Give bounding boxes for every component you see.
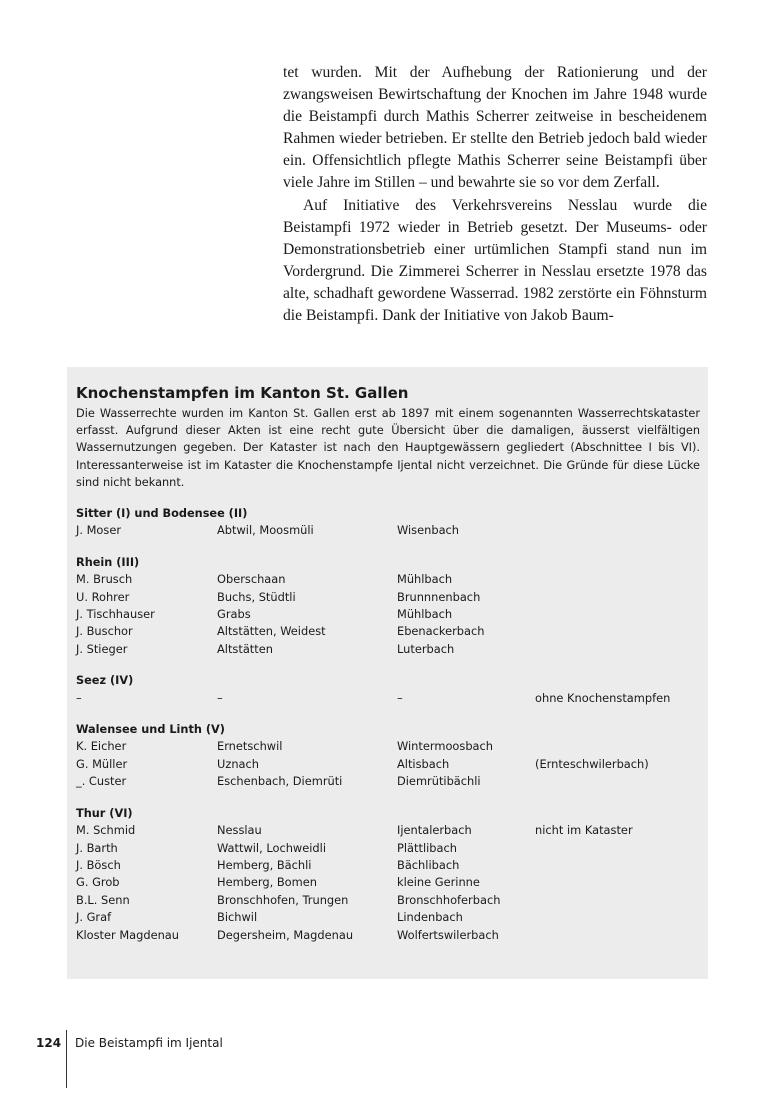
- note-cell: [535, 840, 700, 857]
- owner-cell: M. Brusch: [76, 572, 133, 587]
- location-cell: Eschenbach, Diemrüti: [217, 774, 343, 789]
- owner-cell: J. Tischhauser: [76, 607, 155, 622]
- stream-cell: Wisenbach: [397, 523, 460, 538]
- table-row: [76, 874, 700, 891]
- section-heading: Sitter (I) und Bodensee (II): [76, 507, 248, 521]
- stream-cell: Wolfertswilerbach: [397, 927, 499, 942]
- page-footer: [0, 1030, 776, 1090]
- location-cell: Buchs, Stüdtli: [217, 589, 296, 604]
- owner-cell: _. Custer: [76, 774, 127, 789]
- box-title: Knochenstampfen im Kanton St. Gallen: [76, 384, 409, 402]
- location-cell: Ernetschwil: [217, 739, 283, 754]
- note-cell: [535, 522, 700, 539]
- stream-cell: Wintermoosbach: [397, 739, 494, 754]
- stream-cell: Luterbach: [397, 641, 455, 656]
- stream-cell: Altisbach: [397, 756, 450, 771]
- location-cell: Abtwil, Moosmüli: [217, 523, 314, 538]
- note-cell: [535, 909, 700, 926]
- location-cell: Hemberg, Bächli: [217, 857, 312, 872]
- catalog-section: [76, 505, 700, 540]
- footer-divider: [66, 1030, 67, 1088]
- catalog-section: [76, 672, 700, 707]
- location-cell: Uznach: [217, 756, 259, 771]
- page-number: 124: [36, 1036, 62, 1050]
- body-text: [283, 62, 707, 327]
- owner-cell: U. Rohrer: [76, 589, 130, 604]
- table-row: [76, 927, 700, 944]
- stream-cell: Brunnnenbach: [397, 589, 481, 604]
- stream-cell: Mühlbach: [397, 572, 453, 587]
- stream-cell: Ebenackerbach: [397, 624, 485, 639]
- table-row: [76, 606, 700, 623]
- owner-cell: G. Grob: [76, 875, 120, 890]
- owner-cell: Kloster Magdenau: [76, 927, 180, 942]
- running-title: Die Beistampfi im Ijental: [75, 1036, 223, 1050]
- location-cell: Degersheim, Magdenau: [217, 927, 354, 942]
- owner-cell: –: [76, 690, 82, 705]
- stream-cell: Bronschhoferbach: [397, 892, 501, 907]
- note-cell: [535, 927, 700, 944]
- location-cell: Nesslau: [217, 823, 262, 838]
- owner-cell: J. Stieger: [76, 641, 128, 656]
- sections-container: [76, 505, 700, 944]
- location-cell: Oberschaan: [217, 572, 286, 587]
- location-cell: Grabs: [217, 607, 251, 622]
- location-cell: Hemberg, Bomen: [217, 875, 317, 890]
- table-row: [76, 623, 700, 640]
- note-cell: [535, 892, 700, 909]
- section-heading: Thur (VI): [76, 806, 133, 820]
- table-row: [76, 892, 700, 909]
- table-row: [76, 909, 700, 926]
- table-row: [76, 522, 700, 539]
- location-cell: –: [217, 690, 223, 705]
- location-cell: Altstätten: [217, 641, 273, 656]
- owner-cell: J. Bösch: [76, 857, 121, 872]
- section-heading: Rhein (III): [76, 555, 140, 569]
- stream-cell: kleine Gerinne: [397, 875, 480, 890]
- section-heading: Walensee und Linth (V): [76, 723, 225, 737]
- owner-cell: J. Buschor: [76, 624, 133, 639]
- note-cell: (Ernteschwilerbach): [535, 756, 649, 771]
- owner-cell: J. Barth: [76, 840, 118, 855]
- table-row: [76, 756, 700, 773]
- section-heading: Seez (IV): [76, 674, 134, 688]
- catalog-section: [76, 554, 700, 658]
- catalog-section: [76, 721, 700, 791]
- table-row: [76, 840, 700, 857]
- stream-cell: Diemrütibächli: [397, 774, 481, 789]
- note-cell: [535, 857, 700, 874]
- table-row: [76, 641, 700, 658]
- catalog-section: [76, 805, 700, 944]
- note-cell: ohne Knochenstampfen: [535, 690, 671, 705]
- paragraph-1: tet wurden. Mit der Aufhebung der Rationierung und der zwangsweisen Bewirtschaftung der Knochen im Jahre 1948 wurde die Beistampfi durch Mathis Scherrer zeitweise in bescheidenem Rahmen wieder betrieben. Er stellte den Betrieb jedoch bald wieder ein. Offensichtlich pflegte Mathis Scherrer seine Beistampfi über viele Jahre im Stillen – und bewahrte sie so vor dem Zerfall.: [283, 64, 707, 192]
- paragraph-2: Auf Initiative des Verkehrsvereins Nesslau wurde die Beistampfi 1972 wieder in Betrieb gesetzt. Der Museums- oder Demonstrationsbetrieb einer urtümlichen Stampfi stand nun im Vordergrund. Die Zimmerei Scherrer in Nesslau ersetzte 1978 das alte, schadhaft gewordene Wasserrad. 1982 zerstörte ein Föhnsturm die Beistampfi. Dank der Initiative von Jakob Baum-: [283, 196, 707, 325]
- note-cell: [535, 623, 700, 640]
- table-row: [76, 857, 700, 874]
- owner-cell: G. Müller: [76, 756, 128, 771]
- stream-cell: Lindenbach: [397, 910, 463, 925]
- table-row: [76, 589, 700, 606]
- table-row: [76, 773, 700, 790]
- note-cell: [535, 641, 700, 658]
- note-cell: [535, 589, 700, 606]
- stream-cell: Ijentalerbach: [397, 823, 472, 838]
- note-cell: [535, 874, 700, 891]
- stream-cell: –: [397, 690, 403, 705]
- stream-cell: Mühlbach: [397, 607, 453, 622]
- owner-cell: K. Eicher: [76, 739, 127, 754]
- owner-cell: J. Moser: [76, 523, 122, 538]
- note-cell: [535, 606, 700, 623]
- note-cell: nicht im Kataster: [535, 823, 633, 838]
- stream-cell: Bächlibach: [397, 857, 460, 872]
- table-row: [76, 738, 700, 755]
- location-cell: Wattwil, Lochweidli: [217, 840, 326, 855]
- info-box: [67, 367, 708, 979]
- owner-cell: M. Schmid: [76, 823, 136, 838]
- note-cell: [535, 773, 700, 790]
- box-intro: Die Wasserrechte wurden im Kanton St. Gallen erst ab 1897 mit einem sogenannten Wasserrechtskataster erfasst. Aufgrund dieser Akten ist eine recht gute Übersicht über die damaligen, äusserst vielfältigen Wassernutzungen gegeben. Der Kataster ist nach den Hauptgewässern gegliedert (Abschnittee I bis VI). Interessanterweise ist im Kataster die Knochenstampfe Ijental nicht verzeichnet. Die Gründe für diese Lücke sind nicht bekannt.: [76, 407, 700, 489]
- note-cell: [535, 571, 700, 588]
- table-row: [76, 571, 700, 588]
- location-cell: Altstätten, Weidest: [217, 624, 326, 639]
- note-cell: [535, 738, 700, 755]
- location-cell: Bronschhofen, Trungen: [217, 892, 349, 907]
- owner-cell: B.L. Senn: [76, 892, 130, 907]
- owner-cell: J. Graf: [76, 910, 112, 925]
- table-row: [76, 822, 700, 839]
- stream-cell: Plättlibach: [397, 840, 457, 855]
- location-cell: Bichwil: [217, 910, 258, 925]
- table-row: [76, 690, 700, 707]
